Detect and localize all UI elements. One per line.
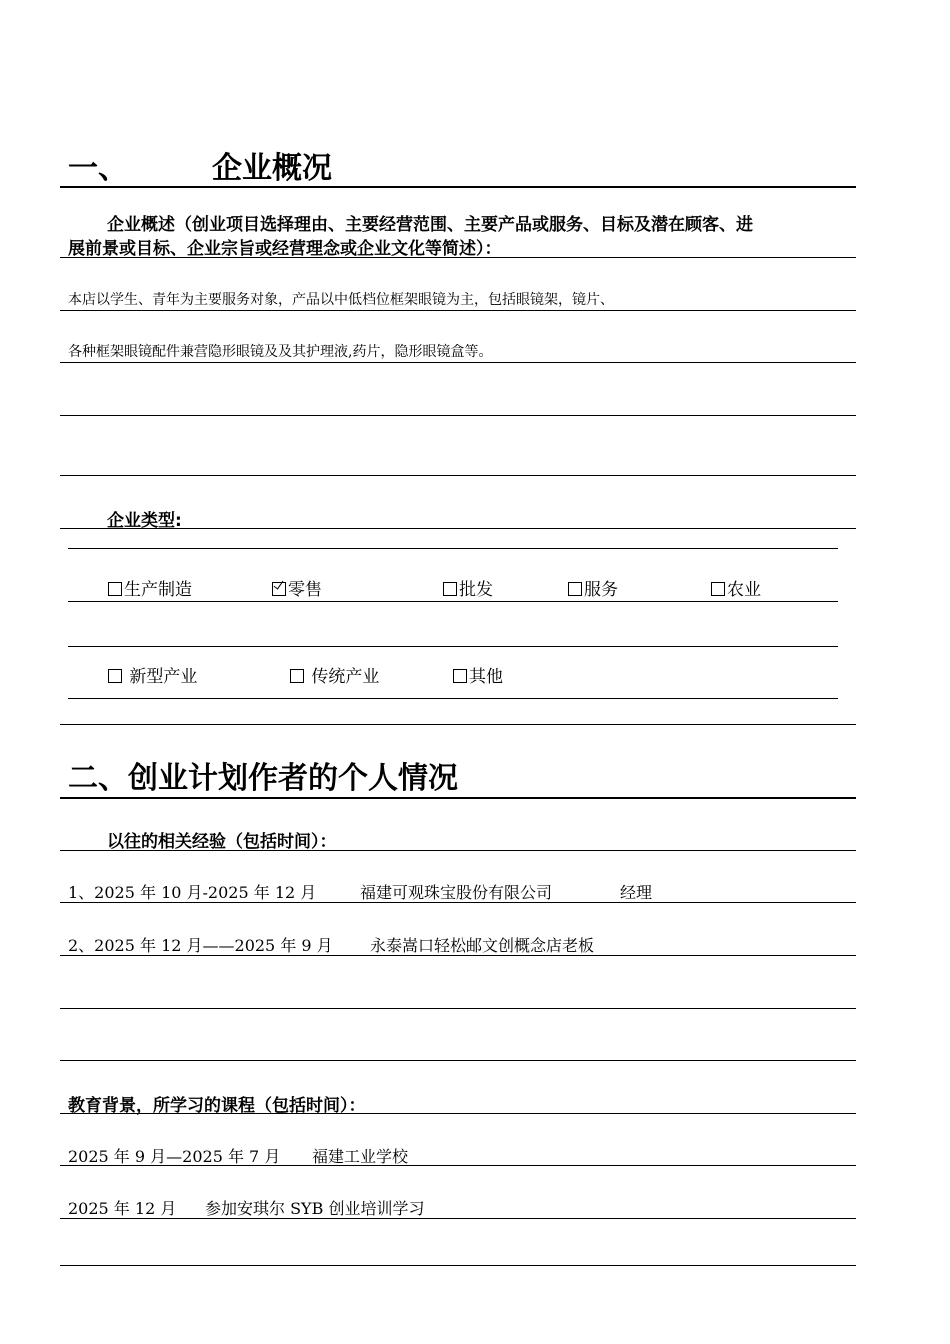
- option-new-industry[interactable]: 新型产业: [108, 662, 197, 687]
- rule: [60, 362, 856, 363]
- experience-org: 福建可观珠宝股份有限公司: [360, 883, 553, 902]
- experience-label: 以往的相关经验（包括时间）：: [107, 832, 337, 852]
- rule: [60, 1265, 856, 1266]
- rule: [60, 1165, 856, 1166]
- rule: [60, 1113, 856, 1114]
- enterprise-type-label: 企业类型:: [107, 511, 182, 531]
- rule: [60, 475, 856, 476]
- overview-text-line2: 各种框架眼镜配件兼营隐形眼镜及及其护理液,药片，隐形眼镜盒等。: [68, 344, 493, 360]
- overview-label-line1: 企业概述（创业项目选择理由、主要经营范围、主要产品或服务、目标及潜在顾客、进: [107, 215, 753, 235]
- checkbox-icon[interactable]: [568, 582, 582, 596]
- rule: [60, 850, 856, 851]
- option-manufacturing[interactable]: 生产制造: [108, 575, 192, 600]
- option-traditional-industry[interactable]: 传统产业: [290, 662, 379, 687]
- rule: [68, 646, 838, 647]
- checkbox-icon[interactable]: [108, 582, 122, 596]
- option-retail[interactable]: 零售: [272, 575, 322, 600]
- overview-text-line1: 本店以学生、青年为主要服务对象，产品以中低档位框架眼镜为主，包括眼镜架，镜片、: [68, 292, 614, 308]
- rule: [60, 1218, 856, 1219]
- divider: [60, 186, 856, 188]
- experience-period: 2、2025 年 12 月——2025 年 9 月: [68, 936, 333, 955]
- rule: [60, 528, 856, 529]
- education-period: 2025 年 12 月: [68, 1199, 177, 1218]
- rule: [68, 548, 838, 549]
- checkbox-icon[interactable]: [443, 582, 457, 596]
- rule: [60, 724, 856, 725]
- checkbox-checked-icon[interactable]: [272, 582, 286, 596]
- rule: [60, 955, 856, 956]
- education-detail: 福建工业学校: [312, 1147, 409, 1166]
- option-agriculture[interactable]: 农业: [711, 575, 761, 600]
- option-other[interactable]: 其他: [453, 662, 503, 687]
- experience-org: 永泰嵩口轻松邮文创概念店老板: [370, 936, 595, 955]
- option-wholesale[interactable]: 批发: [443, 575, 493, 600]
- education-period: 2025 年 9 月—2025 年 7 月: [68, 1147, 281, 1166]
- overview-label-line2: 展前景或目标、企业宗旨或经营理念或企业文化等简述）：: [68, 239, 502, 259]
- checkbox-icon[interactable]: [108, 669, 122, 683]
- checkbox-icon[interactable]: [711, 582, 725, 596]
- section2-heading: 二、创业计划作者的个人情况: [68, 761, 458, 796]
- divider: [60, 797, 856, 799]
- rule: [60, 902, 856, 903]
- checkbox-icon[interactable]: [453, 669, 467, 683]
- rule: [60, 1008, 856, 1009]
- section1-heading-title: 企业概况: [212, 151, 332, 186]
- section1-heading-number: 一、: [68, 151, 128, 186]
- rule: [60, 1060, 856, 1061]
- education-label: 教育背景，所学习的课程（包括时间）：: [68, 1096, 366, 1116]
- education-detail: 参加安琪尔 SYB 创业培训学习: [205, 1199, 425, 1218]
- experience-period: 1、2025 年 10 月-2025 年 12 月: [68, 883, 317, 902]
- experience-role: 经理: [620, 883, 653, 902]
- rule: [60, 257, 856, 258]
- option-service[interactable]: 服务: [568, 575, 618, 600]
- checkbox-icon[interactable]: [290, 669, 304, 683]
- rule: [68, 698, 838, 699]
- rule: [60, 310, 856, 311]
- rule: [68, 601, 838, 602]
- rule: [60, 415, 856, 416]
